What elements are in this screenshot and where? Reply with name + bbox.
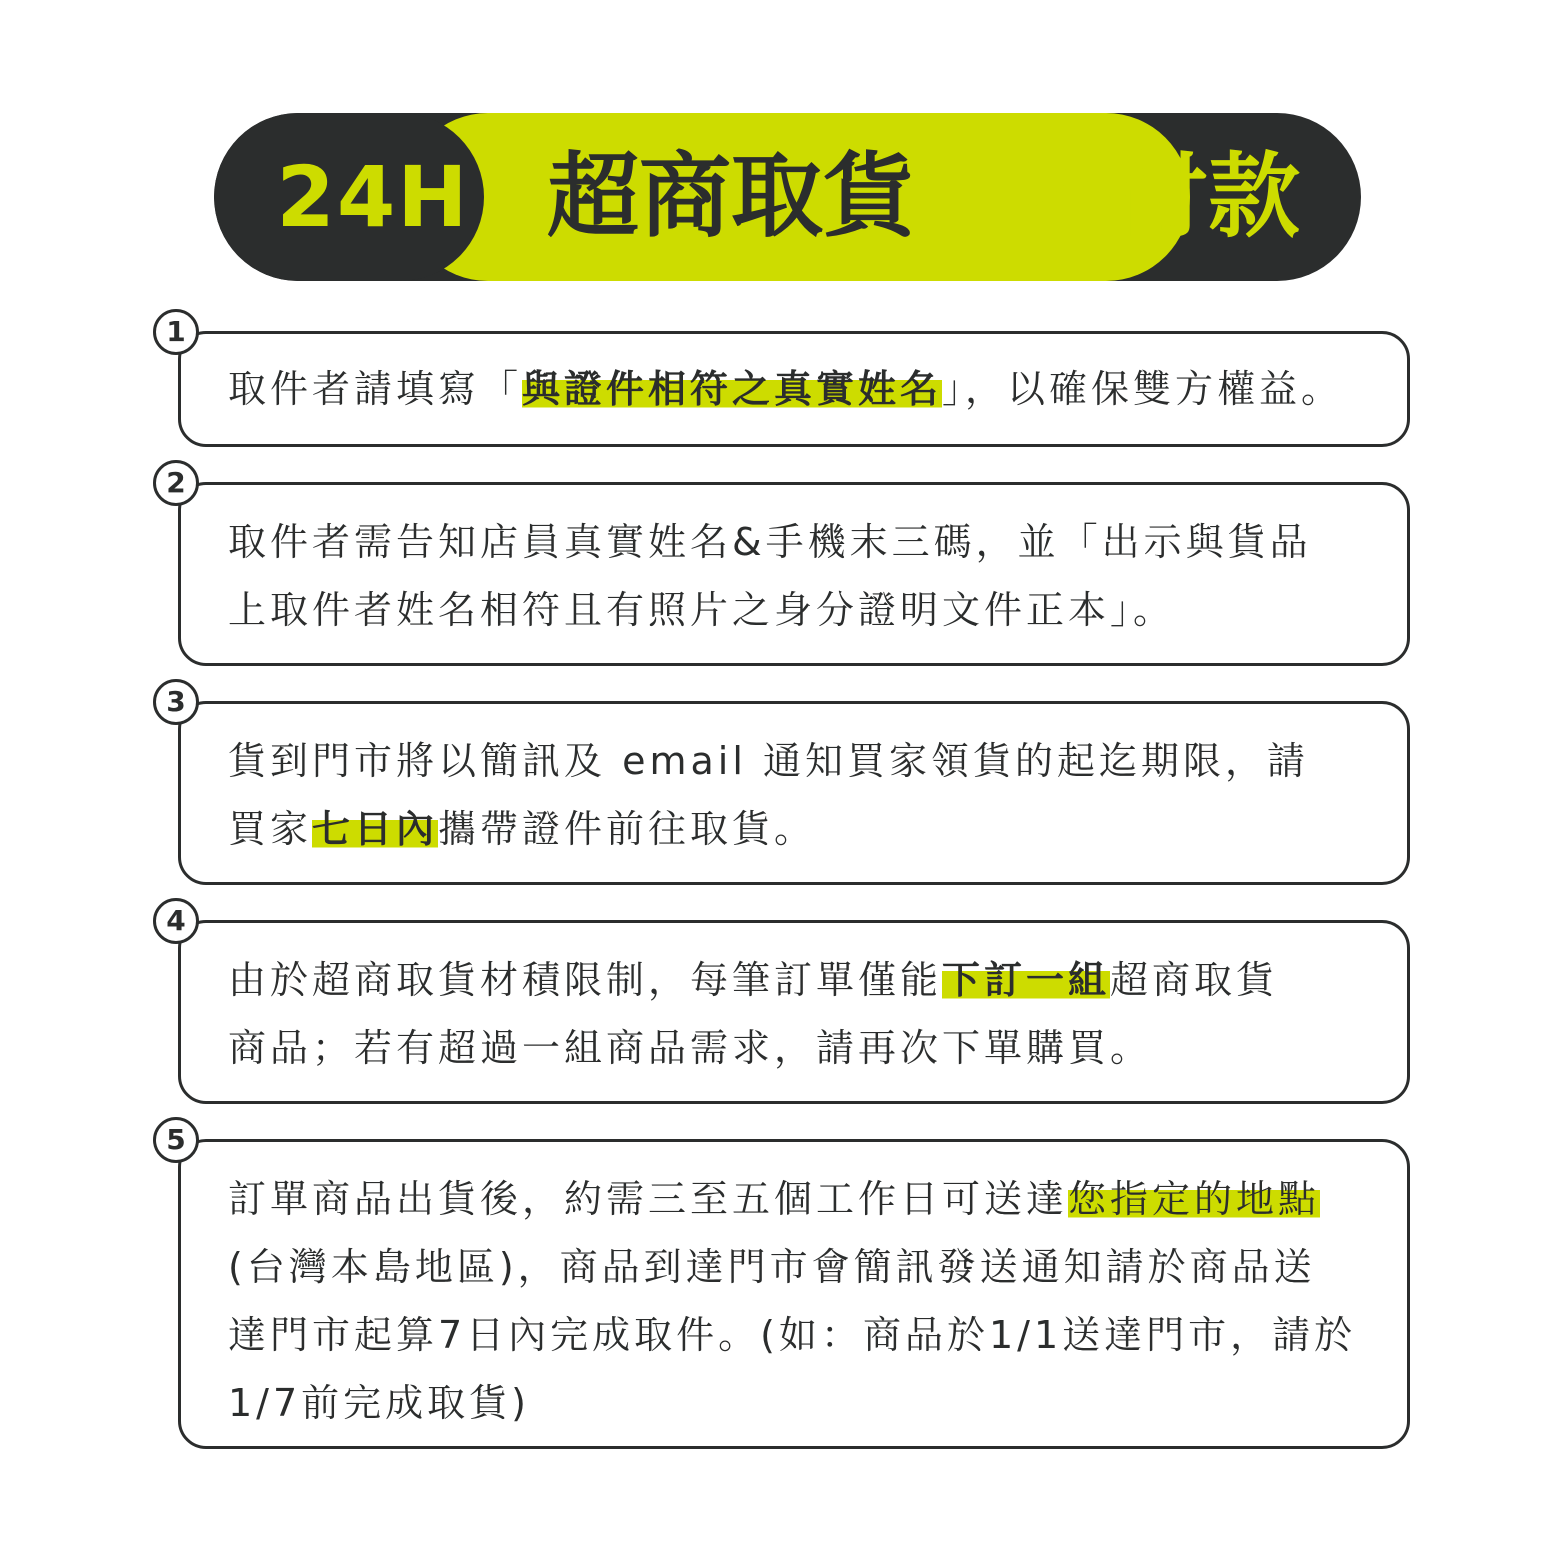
highlight-text: 下訂一組: [942, 958, 1111, 1002]
notice-row: [228, 795, 1378, 863]
item-number-badge: 5: [153, 1117, 199, 1163]
notice-row: 取件者需告知店員真實姓名&手機末三碼，並「出示與貨品: [228, 520, 1312, 564]
text-segment: 由於超商取貨材積限制，每筆訂單僅能: [228, 958, 943, 1002]
notice-row: [228, 1165, 1378, 1233]
text-segment: 訂單商品出貨後，約需三至五個工作日可送達: [228, 1177, 1069, 1221]
banner-no-payment-label: 不付款: [1023, 143, 1300, 250]
highlight-text: 您指定的地點: [1068, 1177, 1321, 1221]
header-banner: [214, 113, 1361, 281]
text-segment: 」，以確保雙方權益。: [942, 367, 1344, 411]
item-number-badge: 3: [153, 679, 199, 725]
notice-row: [228, 946, 1378, 1014]
notice-row: 1/7前完成取貨): [228, 1381, 530, 1425]
notice-row: 達門市起算7日內完成取件。(如：商品於1/1送達門市，請於: [228, 1313, 1357, 1357]
banner-pickup-label: 超商取貨: [546, 143, 915, 250]
notice-text-4: [228, 946, 1378, 1082]
notice-text-2: [228, 508, 1378, 644]
text-segment: 買家: [228, 807, 313, 851]
text-segment: 攜帶證件前往取貨。: [438, 807, 817, 851]
text-segment: 超商取貨: [1110, 958, 1279, 1002]
item-number-badge: 1: [153, 309, 199, 355]
item-number-badge: 2: [153, 460, 199, 506]
notice-row: 商品；若有超過一組商品需求，請再次下單購買。: [228, 1026, 1153, 1070]
item-number-badge: 4: [153, 898, 199, 944]
notice-row: 貨到門市將以簡訊及 email 通知買家領貨的起迄期限，請: [228, 739, 1309, 783]
banner-24h-label: 24H: [276, 148, 470, 246]
notice-row: (台灣本島地區)，商品到達門市會簡訊發送通知請於商品送: [228, 1245, 1316, 1289]
text-segment: 取件者請填寫「: [228, 367, 523, 411]
notice-text-3: [228, 727, 1378, 863]
notice-text-5: [228, 1165, 1378, 1437]
notice-row: [228, 355, 1378, 423]
notice-row: 上取件者姓名相符且有照片之身分證明文件正本」。: [228, 588, 1176, 632]
notice-text-1: [228, 355, 1378, 423]
highlight-text: 七日內: [312, 807, 439, 851]
highlight-text: 與證件相符之真實姓名: [522, 367, 943, 411]
